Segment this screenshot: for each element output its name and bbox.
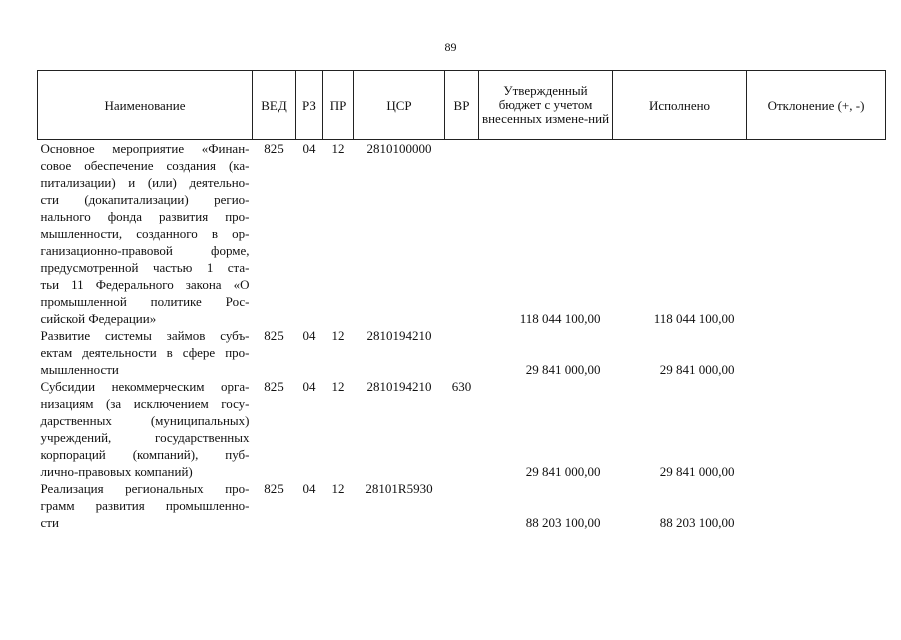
row-name-line: грамм развития промышленно- — [40, 498, 250, 513]
budget-table — [37, 70, 886, 531]
row-name-line: предусмотренной частью 1 ста- — [40, 260, 250, 275]
header-approved: Утвержденный бюджет с учетом внесенных измене-ний — [479, 71, 613, 140]
row-pr: 12 — [331, 141, 345, 156]
row-pr: 12 — [331, 379, 345, 394]
row-executed: 118 044 100,00 — [653, 311, 735, 326]
row-name — [38, 140, 253, 328]
row-approved: 29 841 000,00 — [525, 464, 601, 479]
row-name-line: питализации) и (или) деятельно- — [40, 175, 250, 190]
row-deviation — [747, 480, 886, 531]
row-name — [38, 480, 253, 531]
row-approved: 88 203 100,00 — [525, 515, 601, 530]
header-pr: ПР — [323, 71, 354, 140]
row-name-line: сийской Федерации» — [40, 311, 157, 326]
page-number: 89 — [444, 40, 457, 54]
row-deviation — [747, 327, 886, 378]
row-pr: 12 — [331, 328, 345, 343]
table-row — [38, 140, 886, 328]
row-name-line: Реализация региональных про- — [40, 481, 250, 496]
header-ved: ВЕД — [253, 71, 296, 140]
row-name-line: сти — [40, 515, 59, 530]
row-name-line: тьи 11 Федерального закона «О — [40, 277, 250, 292]
header-name: Наименование — [38, 71, 253, 140]
row-ved: 825 — [264, 328, 284, 343]
row-vr — [445, 140, 479, 328]
row-name-line: низациям (за исключением госу- — [40, 396, 250, 411]
row-name-line: дарственных (муниципальных) — [40, 413, 250, 428]
row-csr: 2810100000 — [366, 141, 432, 156]
row-csr: 2810194210 — [366, 328, 432, 343]
row-name-line: мышленности, созданного в ор- — [40, 226, 250, 241]
row-name-line: Субсидии некоммерческим орга- — [40, 379, 250, 394]
row-name-line: корпораций (компаний), пуб- — [40, 447, 250, 462]
row-name-line: промышленной политике Рос- — [40, 294, 250, 309]
header-csr: ЦСР — [354, 71, 445, 140]
row-name-line: лично-правовых компаний) — [40, 464, 193, 479]
row-deviation — [747, 378, 886, 480]
table-row — [38, 327, 886, 378]
table-row — [38, 378, 886, 480]
row-name-line: ектам деятельности в сфере про- — [40, 345, 250, 360]
row-rz: 04 — [302, 141, 316, 156]
row-pr: 12 — [331, 481, 345, 496]
row-deviation — [747, 140, 886, 328]
row-executed: 29 841 000,00 — [659, 362, 735, 377]
row-csr: 2810194210 — [366, 379, 432, 394]
row-executed: 29 841 000,00 — [659, 464, 735, 479]
row-name-line: Основное мероприятие «Финан- — [40, 141, 250, 156]
row-ved: 825 — [264, 481, 284, 496]
row-name-line: совое обеспечение создания (ка- — [40, 158, 250, 173]
row-csr: 28101R5930 — [365, 481, 433, 496]
header-executed: Исполнено — [613, 71, 747, 140]
row-executed: 88 203 100,00 — [659, 515, 735, 530]
row-rz: 04 — [302, 379, 316, 394]
header-rz: РЗ — [296, 71, 323, 140]
row-name-line: учреждений, государственных — [40, 430, 250, 445]
row-vr — [445, 327, 479, 378]
row-name — [38, 378, 253, 480]
header-vr: ВР — [445, 71, 479, 140]
table-row — [38, 480, 886, 531]
table-header-row — [38, 71, 886, 140]
row-ved: 825 — [264, 379, 284, 394]
row-approved: 118 044 100,00 — [519, 311, 601, 326]
row-vr — [445, 480, 479, 531]
row-name-line: Развитие системы займов субъ- — [40, 328, 250, 343]
row-vr: 630 — [451, 379, 472, 394]
row-approved: 29 841 000,00 — [525, 362, 601, 377]
header-deviation: Отклонение (+, -) — [747, 71, 886, 140]
row-rz: 04 — [302, 328, 316, 343]
row-name-line: нального фонда развития про- — [40, 209, 250, 224]
row-name-line: сти (докапитализации) регио- — [40, 192, 250, 207]
row-name-line: ганизационно-правовой форме, — [40, 243, 250, 258]
row-name — [38, 327, 253, 378]
row-rz: 04 — [302, 481, 316, 496]
row-ved: 825 — [264, 141, 284, 156]
row-name-line: мышленности — [40, 362, 119, 377]
